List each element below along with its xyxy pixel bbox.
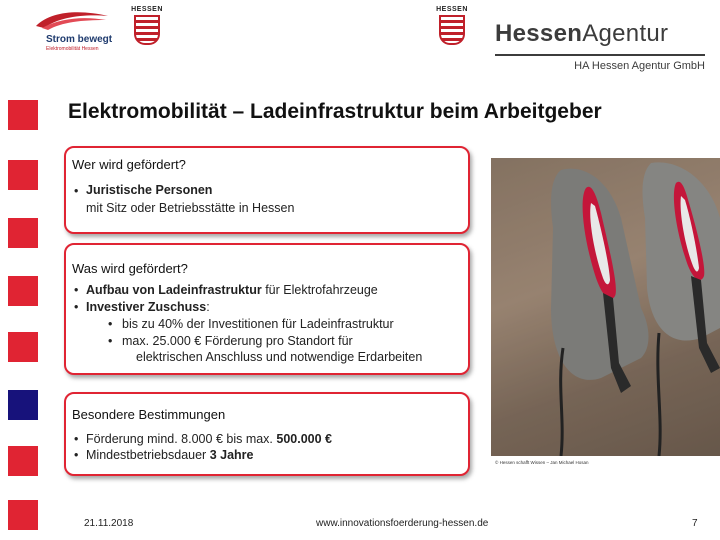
box2-sub1: bis zu 40% der Investitionen für Ladeinfrastruktur [122,317,394,331]
box3-item2-pre: Mindestbetriebsdauer [86,448,210,462]
footer-url[interactable]: www.innovationsfoerderung-hessen.de [316,518,489,529]
strom-logo-name: Strom bewegt [46,34,113,45]
lion-shield-icon-2 [439,15,465,45]
box2-item1 [86,283,378,297]
box2-bullet-2: • [74,300,79,314]
box-who-funded [64,146,470,234]
hessen-coat-of-arms-logo-2 [432,6,472,54]
box-special-provisions [64,392,470,476]
strom-logo-sub: Elektromobilität Hessen [46,46,99,52]
decor-square-6 [8,390,38,420]
decor-square-7 [8,446,38,476]
box3-item1-bold: 500.000 € [276,432,332,446]
agentur-sub: HA Hessen Agentur GmbH [574,60,705,72]
box3-item1-pre: Förderung mind. 8.000 € bis max. [86,432,277,446]
hessen-label-2: HESSEN [436,6,468,13]
box2-sub-bullet-2: • [108,334,113,348]
box2-heading: Was wird gefördert? [72,261,188,276]
agentur-name-bold: Hessen [495,20,583,47]
strom-bewegt-logo [12,8,122,54]
box1-bullet: • [74,184,79,198]
box-what-funded [64,243,470,375]
box2-item1-bold: Aufbau von Ladeinfrastruktur [86,283,262,297]
footer-date: 21.11.2018 [84,518,134,529]
box3-item2-bold: 3 Jahre [209,448,254,462]
box2-item2 [86,300,210,314]
box2-sub-bullet-1: • [108,317,113,331]
decor-square-2 [8,160,38,190]
box1-line1: Juristische Personen [86,183,213,197]
hessen-label: HESSEN [131,6,163,13]
page-number: 7 [692,518,698,529]
decor-square-5 [8,332,38,362]
decor-square-8 [8,500,38,530]
box3-bullet-1: • [74,432,79,446]
box2-sub2: max. 25.000 € Förderung pro Standort für [122,334,353,348]
decor-square-3 [8,218,38,248]
box3-item1 [86,432,332,446]
box3-heading: Besondere Bestimmungen [72,407,226,422]
agentur-divider [495,54,705,56]
charging-station-illustration [491,158,720,456]
charging-station-photo [491,158,720,456]
box2-sub3: elektrischen Anschluss und notwendige Erdarbeiten [136,350,423,364]
lion-shield-icon [134,15,160,45]
box3-bullet-2: • [74,448,79,462]
box2-item2-bold: Investiver Zuschuss [86,300,207,314]
box2-item2-rest: : [206,300,210,314]
hessen-agentur-logo [495,20,705,72]
box2-bullet-1: • [74,283,79,297]
hessen-coat-of-arms-logo [127,6,167,54]
agentur-name-light: Agentur [582,20,669,47]
box1-heading: Wer wird gefördert? [72,157,186,172]
photo-credit: © Hessen schafft Wissen – Jan Michael Hosan [495,460,589,465]
decor-square-4 [8,276,38,306]
box1-line2: mit Sitz oder Betriebsstätte in Hessen [86,201,295,215]
decor-square-1 [8,100,38,130]
box3-item2 [86,448,253,462]
page-title: Elektromobilität – Ladeinfrastruktur beim Arbeitgeber [68,100,602,123]
agentur-name [495,20,705,48]
swoosh-icon [32,8,112,32]
box2-item1-rest: für Elektrofahrzeuge [261,283,378,297]
